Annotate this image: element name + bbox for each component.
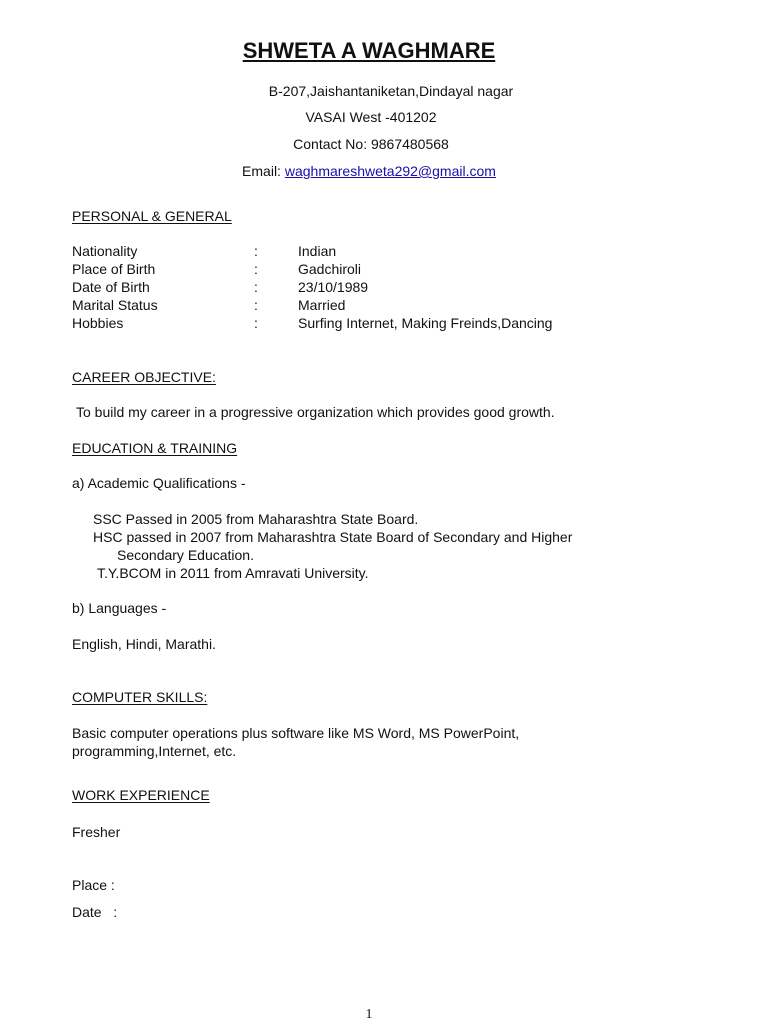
personal-label: Nationality — [72, 243, 138, 259]
education-heading: EDUCATION & TRAINING — [72, 440, 238, 456]
personal-value: Indian — [298, 243, 337, 259]
personal-label: Date of Birth — [72, 279, 150, 295]
career-heading: CAREER OBJECTIVE: — [72, 369, 216, 385]
personal-row — [72, 260, 692, 278]
contact-number: Contact No: 9867480568 — [293, 136, 449, 152]
personal-heading: PERSONAL & GENERAL — [72, 208, 232, 224]
personal-label: Place of Birth — [72, 261, 156, 277]
personal-colon: : — [254, 261, 258, 277]
email-link[interactable]: waghmareshweta292@gmail.com — [284, 163, 496, 179]
work-experience-text: Fresher — [72, 824, 121, 840]
personal-colon: : — [254, 315, 258, 331]
personal-value: 23/10/1989 — [298, 279, 369, 295]
personal-colon: : — [254, 279, 258, 295]
address-line-2: VASAI West -401202 — [305, 109, 437, 125]
personal-label: Hobbies — [72, 315, 124, 331]
personal-row — [72, 314, 692, 332]
place-field: Place : — [72, 877, 115, 893]
address-line-1: B-207,Jaishantaniketan,Dindayal nagar — [268, 83, 514, 99]
personal-row — [72, 296, 692, 314]
resume-name: SHWETA A WAGHMARE — [242, 38, 496, 63]
academic-label: a) Academic Qualifications - — [72, 475, 246, 491]
personal-row — [72, 278, 692, 296]
work-heading: WORK EXPERIENCE — [72, 787, 210, 803]
computer-heading: COMPUTER SKILLS: — [72, 689, 208, 705]
email-row — [0, 162, 738, 180]
personal-value: Married — [298, 297, 346, 313]
personal-colon: : — [254, 297, 258, 313]
personal-value: Gadchiroli — [298, 261, 362, 277]
date-field: Date : — [72, 904, 118, 920]
education-item: SSC Passed in 2005 from Maharashtra State Board. — [93, 511, 419, 527]
personal-colon: : — [254, 243, 258, 259]
career-objective-text: To build my career in a progressive organization which provides good growth. — [76, 404, 555, 420]
education-item: HSC passed in 2007 from Maharashtra State Board of Secondary and Higher — [93, 529, 573, 545]
email-label: Email: — [242, 163, 285, 179]
page-number: 1 — [365, 1007, 373, 1022]
languages-label: b) Languages - — [72, 600, 167, 616]
education-item: T.Y.BCOM in 2011 from Amravati University. — [97, 565, 369, 581]
personal-label: Marital Status — [72, 297, 158, 313]
computer-skills-line-2: programming,Internet, etc. — [72, 743, 237, 759]
computer-skills-line-1: Basic computer operations plus software like MS Word, MS PowerPoint, — [72, 725, 520, 741]
education-item-continued: Secondary Education. — [117, 547, 254, 563]
personal-value: Surfing Internet, Making Freinds,Dancing — [298, 315, 553, 331]
languages-text: English, Hindi, Marathi. — [72, 636, 216, 652]
personal-row — [72, 242, 692, 260]
